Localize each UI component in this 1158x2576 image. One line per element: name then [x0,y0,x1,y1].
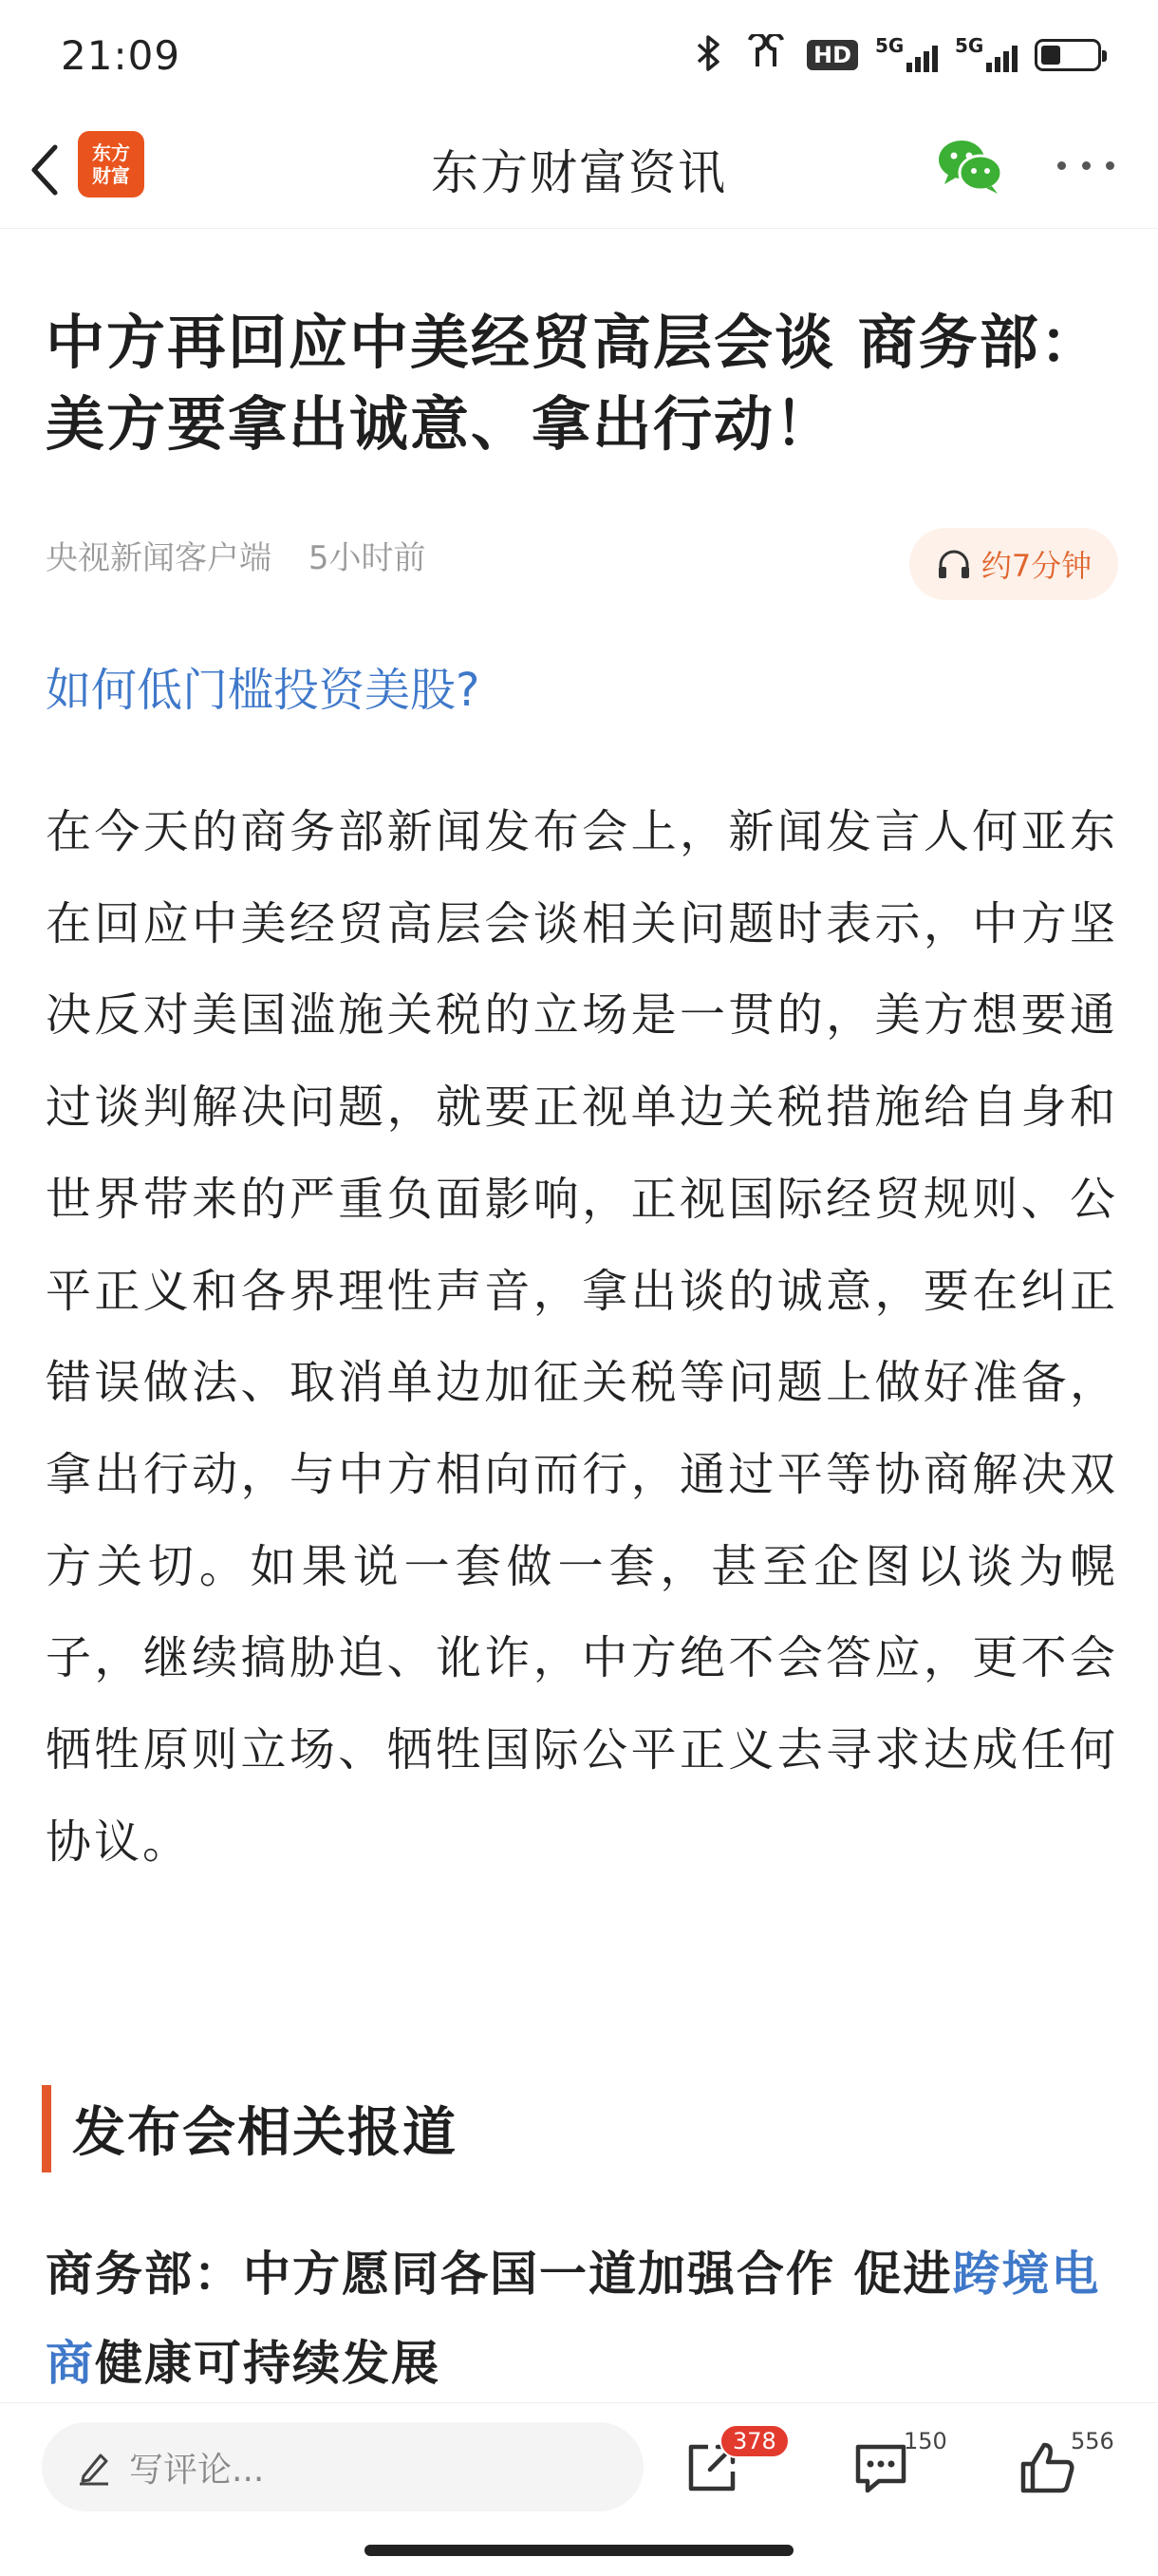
share-button[interactable] [672,2428,776,2513]
article-time: 5小时前 [308,539,426,577]
listen-button[interactable] [909,528,1118,600]
hd-badge: HD [807,40,858,70]
related-section-header [42,2085,458,2172]
battery-icon [1035,39,1101,71]
share-badge: 378 [719,2424,790,2458]
wechat-share-button[interactable] [935,135,1005,197]
comment-input[interactable] [42,2422,644,2511]
article-meta [46,532,425,578]
related-article-link[interactable] [46,2229,1118,2408]
listen-duration: 约7分钟 [981,548,1093,584]
related-title-suffix: 健康可持续发展 [95,2336,440,2391]
like-count: 556 [1071,2428,1114,2454]
comments-button[interactable] [841,2428,947,2513]
network-label-2: 5G [955,34,984,57]
article-body: 在今天的商务部新闻发布会上，新闻发言人何亚东在回应中美经贸高层会谈相关问题时表示，中方坚决反对美国滥施关税的立场是一贯的，美方想要通过谈判解决问题，就要正视单边关税措施给自身和世界带来的严重负面影响，正视国际经贸规则、公平正义和各界理性声音，拿出谈的诚意，要在纠正错误做法、取消单边加征关税等问题上做好准备，拿出行动，与中方相向而行，通过平等协商解决双方关切。如果说一套做一套，甚至企图以谈为幌子，继续搞胁迫、讹诈，中方绝不会答应，更不会牺牲原则立场、牺牲国际公平正义去寻求达成任何协议。 [46,805,1118,1869]
more-button[interactable] [1057,146,1114,184]
pencil-icon [76,2448,114,2486]
promo-link[interactable]: 如何低门槛投资美股? [46,664,480,717]
logo-text-2: 财富 [92,164,130,187]
bluetooth-icon [693,34,725,76]
comment-placeholder: 写评论... [129,2450,265,2490]
battery-fill [1041,46,1060,65]
status-icons [693,34,1101,76]
like-button[interactable] [1008,2428,1114,2513]
related-title-prefix: 商务部：中方愿同各国一道加强合作 促进 [46,2247,953,2302]
article-source: 央视新闻客户端 [46,539,271,577]
page-title: 东方财富资讯 [431,145,727,200]
signal-5g-1-icon [875,34,938,76]
related-keyword-link[interactable]: 跨境电商 [46,2247,1101,2391]
headphones-icon [936,548,972,580]
comment-count: 150 [904,2428,947,2454]
earbuds-icon [742,34,790,76]
wechat-icon [935,135,1005,197]
article-title: 中方再回应中美经贸高层会谈 商务部：美方要拿出诚意、拿出行动！ [46,308,1101,459]
status-bar [0,0,1158,114]
logo-text-1: 东方 [92,141,130,164]
section-title: 发布会相关报道 [72,2102,458,2164]
network-label-1: 5G [875,34,905,57]
status-time: 21:09 [61,32,181,79]
thumbs-up-icon [1018,2437,1078,2498]
app-header [0,114,1158,229]
comment-icon [850,2437,911,2498]
home-indicator[interactable] [364,2545,794,2556]
more-icon [1057,161,1066,170]
section-accent-bar [42,2085,51,2172]
signal-5g-2-icon [955,34,1018,76]
